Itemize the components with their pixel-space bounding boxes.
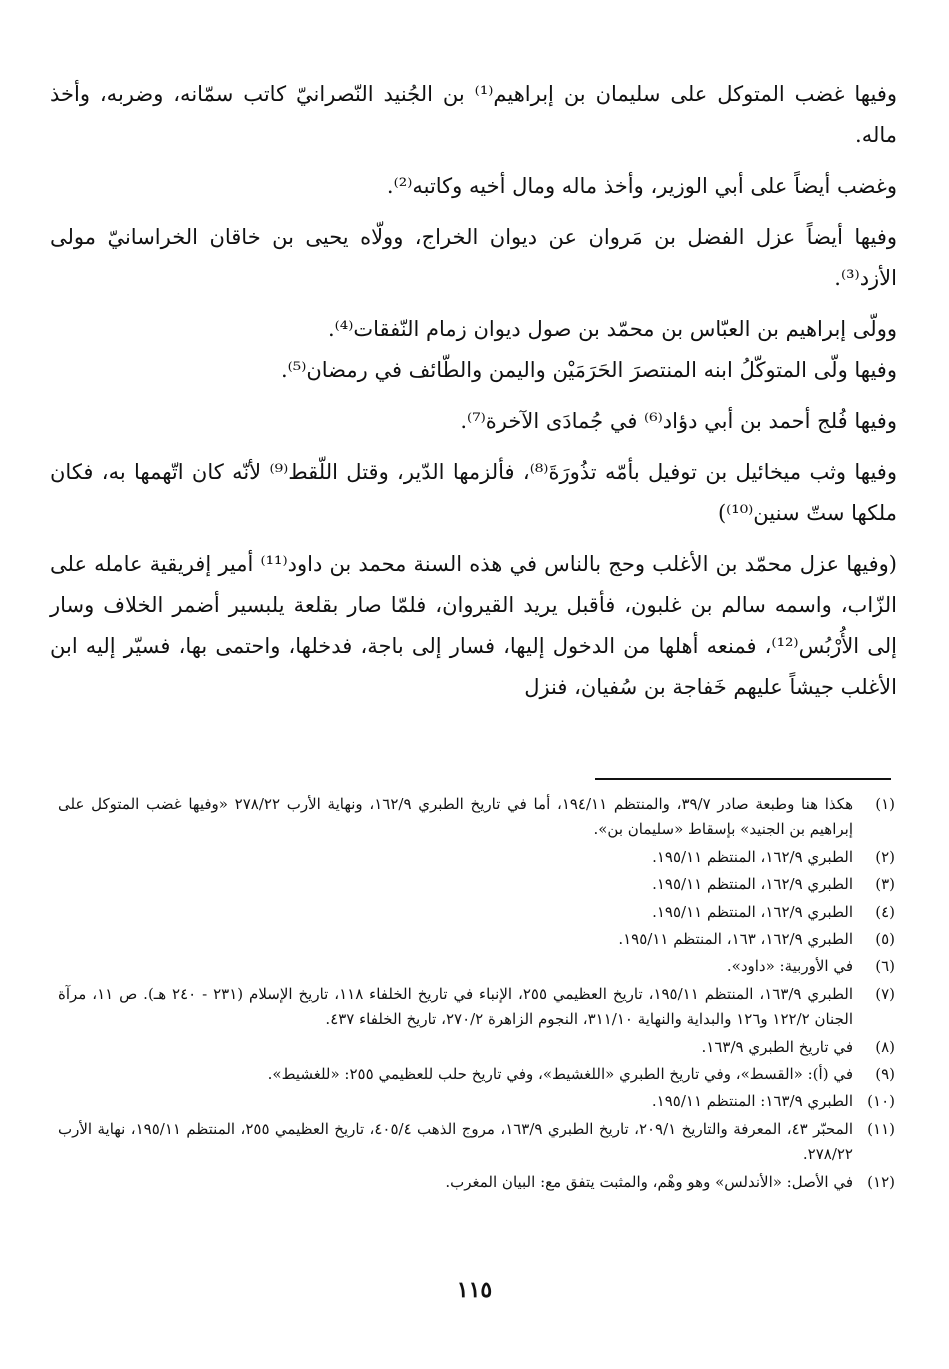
main-text xyxy=(50,74,897,708)
footnote xyxy=(58,1089,895,1114)
paragraph: (وفيها عزل محمّد بن الأغلب وحج بالناس في هذه السنة محمد بن داود⁽¹¹⁾ أمير إفريقية عامله على الزّاب، واسمه سالم بن غلبون، فأقبل يريد القيروان، فلمّا صار بقلعة يلبسير أضمر الخلاف وسار إلى الأُرْبُس⁽¹²⁾، فمنعه أهلها من الدخول إليها، فسار إلى باجة، فدخلها، واحتمى بها، فسيّر إليه ابن الأغلب جيشاً عليهم خَفاجة بن سُفيان، فنزل xyxy=(50,552,897,699)
footnote-text: الطبري ١٦٢/٩، المنتظم ١٩٥/١١. xyxy=(652,902,853,921)
footnote-number: (١) xyxy=(875,795,895,813)
footnote xyxy=(58,845,895,870)
footnote xyxy=(58,954,895,979)
footnote-text: الطبري ١٦٢/٩، المنتظم ١٩٥/١١. xyxy=(652,847,853,866)
footnote xyxy=(58,900,895,925)
footnote-number: (٣) xyxy=(875,875,895,894)
footnotes xyxy=(58,792,895,1197)
paragraph: وفيها وثب ميخائيل بن توفيل بأمّه تذُورَةَ⁽⁸⁾، فألزمها الدّير، وقتل اللّقط⁽⁹⁾ لأنّه كان اتّهمها به، فكان ملكها ستّ سنين⁽¹⁰⁾) xyxy=(50,460,897,525)
footnote xyxy=(58,792,895,843)
footnote-text: الطبري ١٦٢/٩، ١٦٣، المنتظم ١٩٥/١١. xyxy=(618,930,853,949)
paragraph: وفيها غضب المتوكل على سليمان بن إبراهيم⁽¹⁾ بن الجُنيد النّصرانيّ كاتب سمّانه، وضربه، وأخذ ماله. xyxy=(50,82,897,147)
footnote-number: (٢) xyxy=(875,847,895,866)
footnote-text: في الأوربية: «داود». xyxy=(726,957,853,976)
footnote-text: الطبري ١٦٣/٩: المنتظم ١٩٥/١١. xyxy=(651,1092,853,1111)
paragraph: وفيها فُلج أحمد بن أبي دؤاد⁽⁶⁾ في جُمادَى الآخرة⁽⁷⁾. xyxy=(460,409,897,433)
footnote xyxy=(58,982,895,1033)
footnote-divider xyxy=(595,778,891,780)
paragraph: وغضب أيضاً على أبي الوزير، وأخذ ماله ومال أخيه وكاتبه⁽²⁾. xyxy=(386,174,897,198)
footnote-text: في الأصل: «الأندلس» وهو وهْم، والمثبت يتفق مع: البيان المغرب. xyxy=(445,1172,853,1191)
footnote-number: (١٠) xyxy=(867,1092,895,1111)
footnote-text: الطبري ١٦٢/٩، المنتظم ١٩٥/١١. xyxy=(652,875,853,894)
footnote-number: (٥) xyxy=(875,930,895,949)
page-number: ١١٥ xyxy=(456,1277,493,1303)
footnote-text: في (أ): «القسط»، وفي تاريخ الطبري «اللغشيط»، وفي تاريخ حلب للعظيمي ٢٥٥: «للغشيط». xyxy=(267,1065,853,1084)
footnote-number: (٨) xyxy=(875,1037,895,1056)
footnote-text: المحبّر ٤٣، المعرفة والتاريخ ٢٠٩/١، تاريخ الطبري ١٦٣/٩، مروج الذهب ٤٠٥/٤، تاريخ العظيمي ٢٥٥، المنتظم ١٩٥/١١، نهاية الأرب ٢٧٨/٢٢. xyxy=(58,1119,853,1164)
paragraph: وفيها ولّى المتوكّلُ ابنه المنتصرَ الحَرَمَيْن واليمن والطّائف في رمضان⁽⁵⁾. xyxy=(280,358,897,382)
footnote xyxy=(58,1035,895,1060)
footnote-text: الطبري ١٦٣/٩، المنتظم ١٩٥/١١، تاريخ العظيمي ٢٥٥، الإنباء في تاريخ الخلفاء ١١٨، تاريخ الإسلام (٢٣١ - ٢٤٠ هـ). ص ١١، مرآة الجنان ١٢٢/٢ و١٢٦ والبداية والنهاية ٣١١/١٠، النجوم الزاهرة ٢٧٠/٢، تاريخ الخلفاء ٤٣٧. xyxy=(58,984,853,1029)
paragraph: وولّى إبراهيم بن العبّاس بن محمّد بن صول ديوان زمام النّفقات⁽⁴⁾. xyxy=(327,317,897,341)
footnote xyxy=(58,1117,895,1168)
footnote xyxy=(58,872,895,897)
footnote xyxy=(58,927,895,952)
footnote xyxy=(58,1170,895,1195)
footnote-text: هكذا هنا وطبعة صادر ٣٩/٧، والمنتظم ١٩٤/١١، أما في تاريخ الطبري ١٦٢/٩، ونهاية الأرب ٢٧٨/٢٢ «وفيها غضب المتوكل على إبراهيم بن الجنيد» بإسقاط «سليمان بن». xyxy=(58,795,854,839)
paragraph: وفيها أيضاً عزل الفضل بن مَروان عن ديوان الخراج، وولّاه يحيى بن خاقان الخراسانيّ مولى الأزد⁽³⁾. xyxy=(50,225,897,290)
footnote-number: (١١) xyxy=(867,1119,895,1138)
footnote-number: (٩) xyxy=(875,1065,895,1084)
footnote-number: (١٢) xyxy=(867,1172,895,1191)
footnote-number: (٤) xyxy=(875,902,895,921)
footnote-text: في تاريخ الطبري ١٦٣/٩. xyxy=(701,1037,853,1056)
footnote-number: (٧) xyxy=(875,984,895,1003)
footnote xyxy=(58,1062,895,1087)
footnote-number: (٦) xyxy=(875,957,895,976)
